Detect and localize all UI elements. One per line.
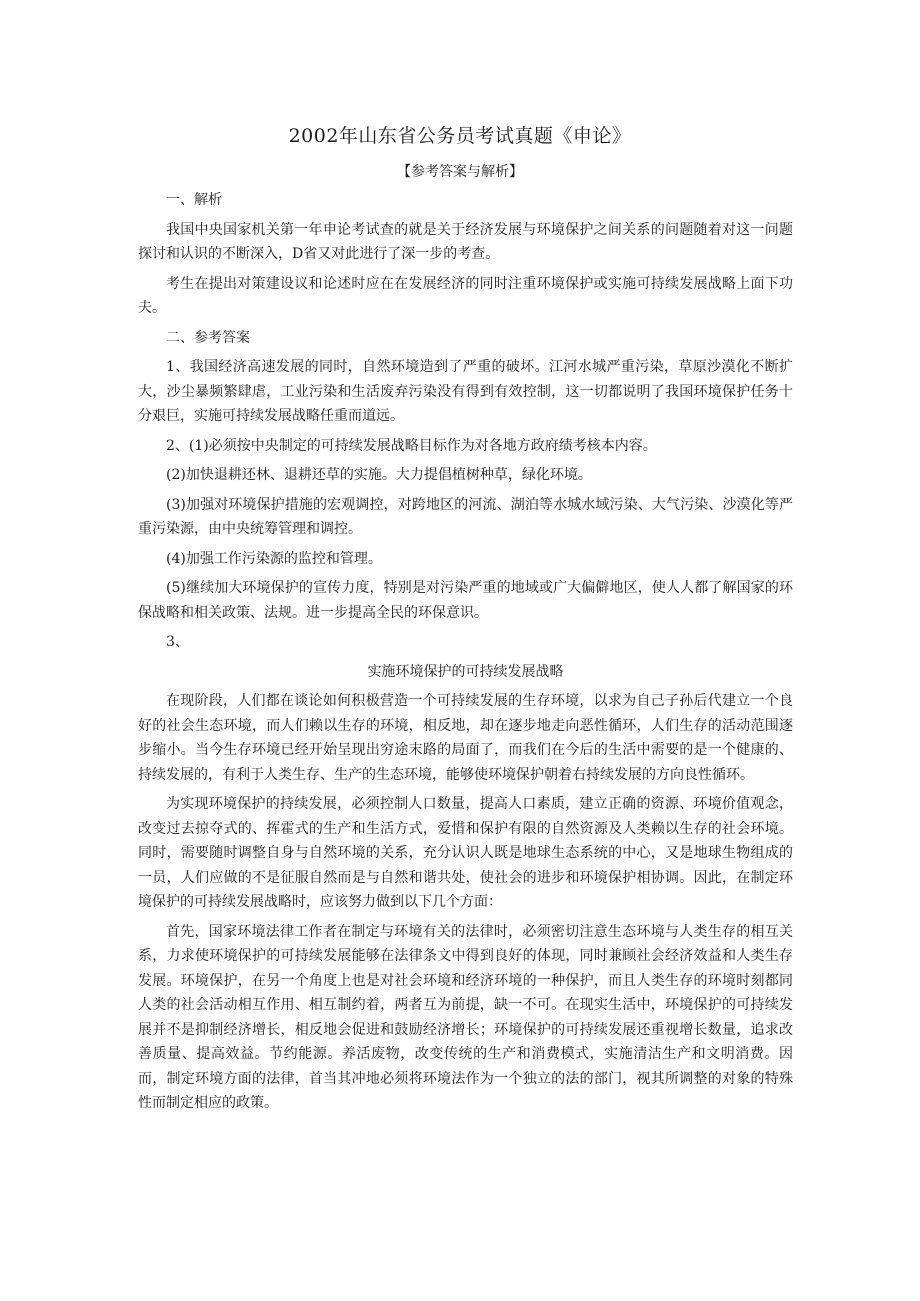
answer-2-item-4: (4)加强工作污染源的监控和管理。 (166, 550, 382, 567)
answer-1: 1、我国经济高速发展的同时，自然环境造到了严重的破坏。江河水城严重污染，草原沙漠化不断扩大，沙尘暴频繁肆虐，工业污染和生活废弃污染没有得到有效控制，这一切都说明了我国环境保护任务十分艰巨，实施可持续发展战略任重而道远。 (138, 359, 793, 424)
paragraph-intro-1: 我国中央国家机关第一年申论考试查的就是关于经济发展与环境保护之间关系的问题随着对这一问题探讨和认识的不断深入，D省又对此进行了深一步的考查。 (138, 221, 793, 262)
essay-paragraph-3: 首先，国家环境法律工作者在制定与环境有关的法律时，必须密切注意生态环境与人类生存的相互关系，力求使环境保护的可持续发展能够在法律条文中得到良好的体现，同时兼顾社会经济效益和人类生存发展。环境保护，在另一个角度上也是对社会环境和经济环境的一种保护，而且人类生存的环境时刻都同人类的社会活动相互作用、相互制约着，两者互为前提，缺一不可。在现实生活中，环境保护的可持续发展并不是抑制经济增长，相反地会促进和鼓励经济增长；环境保护的可持续发展还重视增长数量，追求改善质量、提高效益。节约能源。养活废物，改变传统的生产和消费模式，实施清洁生产和文明消费。因而，制定环境方面的法律，首当其冲地必须将环境法作为一个独立的法的部门，视其所调整的对象的特殊性而制定相应的政策。 (138, 923, 793, 1111)
document-title: 2002年山东省公务员考试真题《申论》 (288, 125, 632, 147)
document-subtitle: 【参考答案与解析】 (397, 164, 523, 180)
answer-2-item-3: (3)加强对环境保护措施的宏观调控，对跨地区的河流、湖泊等水城水域污染、大气污染、沙漠化等严重污染源，由中央统筹管理和调控。 (138, 496, 793, 537)
section-heading-analysis: 一、解析 (166, 192, 222, 208)
essay-title: 实施环境保护的可持续发展战略 (367, 663, 564, 680)
essay-paragraph-2: 为实现环境保护的持续发展，必须控制人口数量，提高人口素质，建立正确的资源、环境价值观念，改变过去掠夺式的、挥霍式的生产和生活方式，爱惜和保护有限的自然资源及人类赖以生存的社会环境。同时，需要随时调整自身与自然环境的关系，充分认识人既是地球生态系统的中心，又是地球生物组成的一员，人们应做的不是征服自然而是与自然和谐共处，使社会的进步和环境保护相协调。因此，在制定环境保护的可持续发展战略时，应该努力做到以下几个方面： (138, 796, 793, 910)
answer-2-item-5: (5)继续加大环境保护的宣传力度，特别是对污染严重的地域或广大偏僻地区，使人人都了解国家的环保战略和相关政策、法规。进一步提高全民的环保意识。 (138, 580, 793, 621)
answer-2-item-2: (2)加快退耕还林、退耕还草的实施。大力提倡植树种草，绿化环境。 (166, 467, 592, 483)
section-heading-answers: 二、参考答案 (166, 329, 250, 346)
paragraph-intro-2: 考生在提出对策建设议和论述时应在在发展经济的同时注重环境保护或实施可持续发展战略上面下功夫。 (138, 275, 793, 316)
essay-paragraph-1: 在现阶段，人们都在谈论如何积极营造一个可持续发展的生存环境，以求为自己子孙后代建立一个良好的社会生态环境，而人们赖以生存的环境，相反地，却在逐步地走向恶性循环，人们生存的活动范围逐步缩小。当今生存环境已经开始呈现出穷途末路的局面了，而我们在今后的生活中需要的是一个健康的、持续发展的，有利于人类生存、生产的生态环境，能够使环境保护朝着右持续发展的方向良性循环。 (138, 693, 793, 783)
answer-3-label: 3、 (166, 634, 189, 650)
answer-2-item-1: 2、(1)必须按中央制定的可持续发展战略目标作为对各地方政府绩考核本内容。 (166, 437, 657, 454)
document-body (138, 188, 793, 1121)
